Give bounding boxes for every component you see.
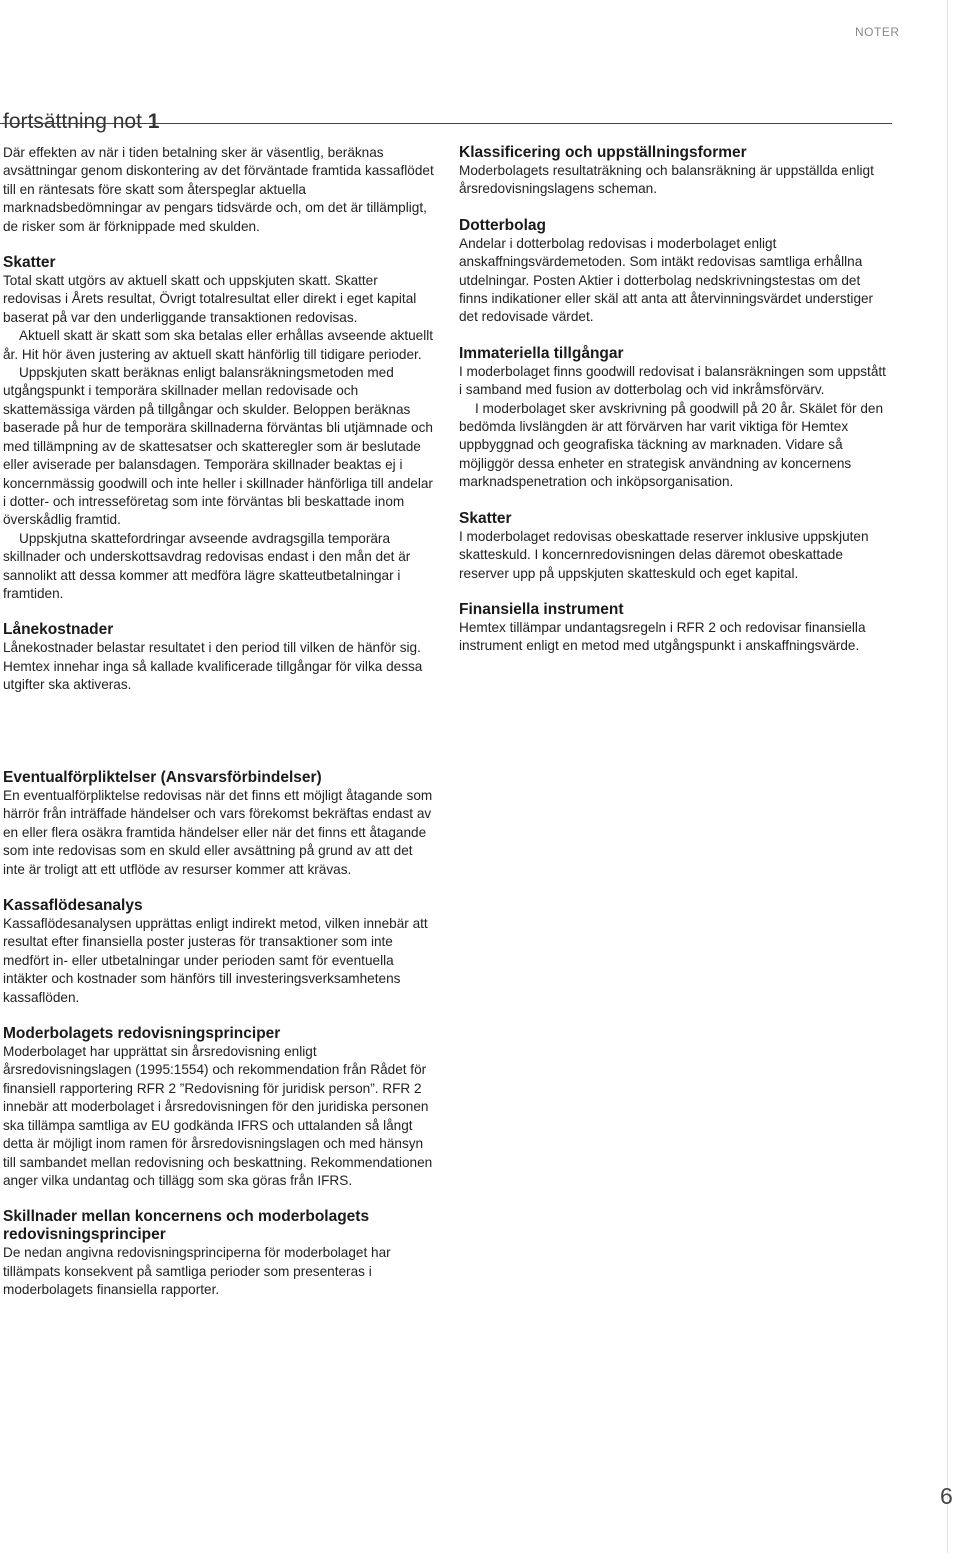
eventual-heading: Eventualförpliktelser (Ansvarsförbindelser): [3, 769, 322, 786]
lanekostnader-paragraph: Lånekostnader belastar resultatet i den period till vilken de hänför sig. Hemtex innehar inga så kallade kvalificerade tillgångar för vilka dessa utgifter ska aktiveras.: [3, 640, 423, 693]
klassificering-section: [459, 144, 889, 199]
kassaflode-section: [3, 897, 435, 1007]
immateriella-section: [459, 345, 889, 492]
dotterbolag-section: [459, 217, 889, 327]
skatter-paragraph-4: Uppskjutna skattefordringar avseende avdragsgilla temporära skillnader och underskottsavdrag redovisas endast i den mån det är sannolikt att dessa kommer att medföra lägre skatteutbetalningar i framtiden.: [3, 530, 411, 601]
immateriella-paragraph-1: I moderbolaget finns goodwill redovisat i balansräkningen som uppstått i samband med fusion av dotterbolag och vid inkråmsförvärv.: [459, 363, 886, 398]
klassificering-paragraph: Moderbolagets resultaträkning och balansräkning är uppställda enligt årsredovisningslagens scheman.: [459, 163, 874, 197]
eventual-section: [3, 769, 435, 879]
right-skatter-section: [459, 510, 889, 583]
page-edge-rule: [947, 0, 960, 1553]
title-divider: [0, 123, 892, 124]
dotterbolag-heading: Dotterbolag: [459, 216, 546, 234]
skillnader-paragraph: De nedan angivna redovisningsprinciperna för moderbolaget har tillämpats konsekvent på samtliga perioder som presenteras i moderbolagets finansiella rapporter.: [3, 1245, 391, 1298]
kassaflode-paragraph: Kassaflödesanalysen upprättas enligt indirekt metod, vilken innebär att resultat efter finansiella poster justeras för transaktioner som inte medfört in- eller utbetalningar under perioden samt för eventuella intäkter och kostnader som hänförs till investeringsverksamhetens kassaflöden.: [3, 916, 428, 1005]
left-column-upper: [3, 144, 435, 713]
finansiella-section: [459, 601, 889, 656]
kassaflode-heading: Kassaflödesanalys: [3, 897, 143, 915]
intro-section: [3, 144, 435, 236]
immateriella-heading: Immateriella tillgångar: [459, 344, 624, 362]
page-number: 6: [940, 1483, 953, 1509]
skatter-section: [3, 254, 435, 603]
right-skatter-paragraph: I moderbolaget redovisas obeskattade reserver inklusive uppskjuten skatteskuld. I koncernredovisningen delas däremot obeskattade reserver upp på uppskjuten skatteskuld och eget kapital.: [459, 528, 869, 581]
lanekostnader-heading: Lånekostnader: [3, 621, 114, 639]
note-number: 1: [147, 110, 160, 134]
left-column-lower: [3, 769, 435, 1318]
right-skatter-heading: Skatter: [459, 509, 512, 527]
intro-paragraph: Där effekten av när i tiden betalning sker är väsentlig, beräknas avsättningar genom diskontering av det förväntade framtida kassaflödet till en räntesats före skatt som återspeglar aktuella marknadsbedömningar av pengars tidsvärde och, om det är tillämpligt, de risker som är förknippade med skulden.: [3, 145, 434, 234]
immateriella-paragraph-2: I moderbolaget sker avskrivning på goodwill på 20 år. Skälet för den bedömda livslängden är att förvärven har varit viktiga för Hemtex uppbyggnad och geografiska täckning av marknaden. Vidare så möjliggör dessa enheter en strategisk användning av koncernens marknadspenetration och inköpsorganisation.: [459, 400, 884, 490]
page-title-text: fortsättning not: [3, 110, 148, 134]
finansiella-paragraph: Hemtex tillämpar undantagsregeln i RFR 2 och redovisar finansiella instrument enligt en metod med utgångspunkt i anskaffningsvärde.: [459, 619, 866, 654]
moderbolag-heading: Moderbolagets redovisningsprinciper: [3, 1025, 281, 1043]
finansiella-heading: Finansiella instrument: [459, 600, 624, 618]
moderbolag-paragraph: Moderbolaget har upprättat sin årsredovisning enligt årsredovisningslagen (1995:1554) och rekommendation från Rådet för finansiell rapportering RFR 2 ”Redovisning för juridisk person”. RFR 2 innebär att moderbolaget i årsredovisningen för den juridiska personen ska tillämpa samtliga av EU godkända IFRS och uttalanden så långt detta är möjligt inom ramen för årsredovisningslagen och med hänsyn till sambandet mellan redovisning och beskattning. Rekommendationen anger vilka undantag och tillägg som ska göras från IFRS.: [3, 1044, 433, 1188]
section-label: NOTER: [855, 25, 900, 39]
skillnader-section: [3, 1208, 435, 1299]
dotterbolag-paragraph: Andelar i dotterbolag redovisas i moderbolaget enligt anskaffningsvärdemetoden. Som intäkt redovisas samtliga erhållna utdelningar. Posten Aktier i dotterbolag nedskrivningstestas om det finns indikationer eller skäl att anta att återvinningsvärdet understiger det redovisade värdet.: [459, 235, 874, 325]
skillnader-heading: Skillnader mellan koncernens och moderbolagets redovisningsprinciper: [3, 1208, 370, 1244]
skatter-heading: Skatter: [3, 254, 56, 272]
skatter-paragraph-2: Aktuell skatt är skatt som ska betalas eller erhållas avseende aktuellt år. Hit hör även justering av aktuell skatt hänförlig till tidigare perioder.: [3, 328, 434, 362]
skatter-paragraph-3: Uppskjuten skatt beräknas enligt balansräkningsmetoden med utgångspunkt i temporära skillnader mellan redovisade och skattemässiga värden på tillgångar och skulder. Beloppen beräknas baserade på hur de temporära skillnaderna förväntas bli utjämnade och med tillämpning av de skattesatser och skatteregler som är beslutade eller aviserade per balansdagen. Temporära skillnader beaktas ej i koncernmässig goodwill och inte heller i skillnader hänförliga till andelar i dotter- och intresseföretag som inte förväntas bli beskattade inom överskådlig framtid.: [3, 365, 433, 528]
lanekostnader-section: [3, 621, 435, 694]
right-column: [459, 144, 889, 674]
moderbolag-section: [3, 1025, 435, 1190]
skatter-paragraph-1: Total skatt utgörs av aktuell skatt och uppskjuten skatt. Skatter redovisas i Årets resultat, Övrigt totalresultat eller direkt i eget kapital baserat på var den underliggande transaktionen redovisas.: [3, 273, 417, 325]
eventual-paragraph: En eventualförpliktelse redovisas när det finns ett möjligt åtagande som härrör från inträffade händelser och vars förekomst bekräftas endast av en eller flera osäkra framtida händelser eller när det finns ett åtagande som inte redovisas som en skuld eller avsättning på grund av att det inte är troligt att ett utflöde av resurser kommer att krävas.: [3, 788, 433, 877]
klassificering-heading: Klassificering och uppställningsformer: [459, 144, 747, 161]
